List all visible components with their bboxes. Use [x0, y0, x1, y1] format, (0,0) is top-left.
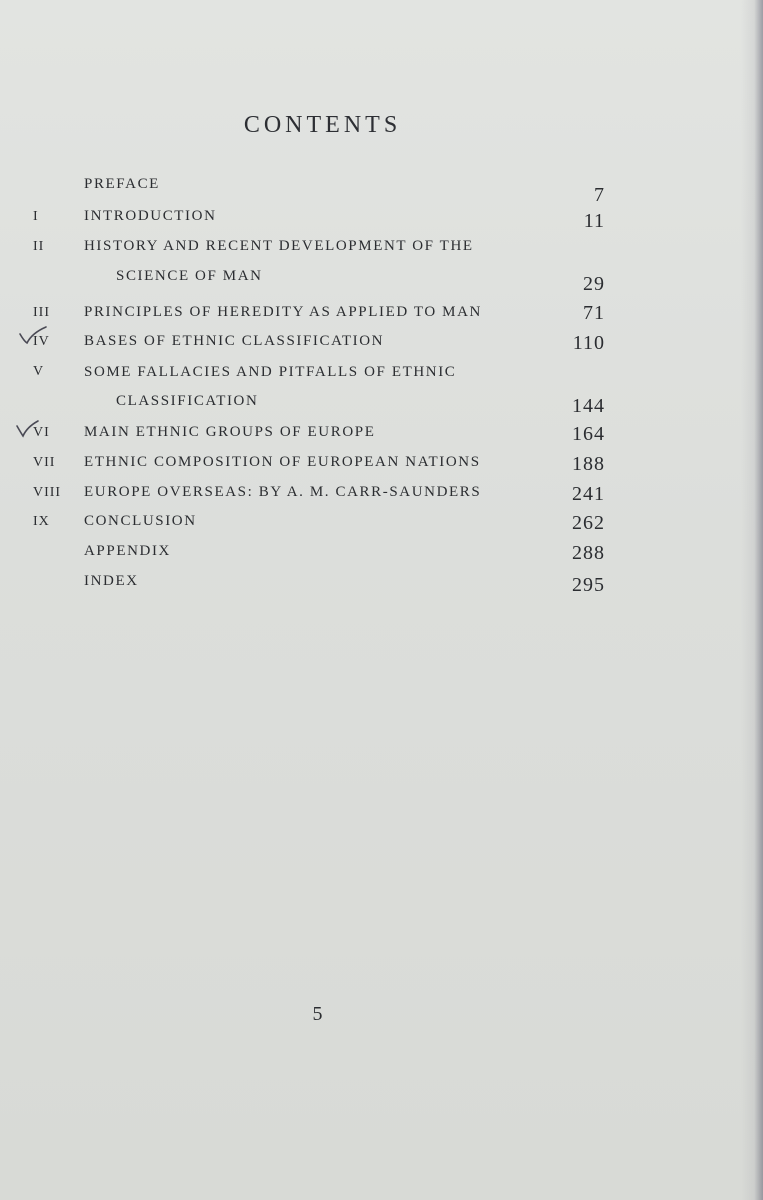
toc-entry-title: INDEX [84, 573, 139, 589]
toc-page-number: 241 [572, 483, 605, 505]
toc-entry-title: CONCLUSION [84, 513, 197, 529]
toc-page-number: 164 [572, 423, 605, 445]
toc-entry-title: EUROPE OVERSEAS: BY A. M. CARR-SAUNDERS [84, 484, 482, 500]
pencil-check-mark-icon [18, 325, 48, 345]
toc-chapter-number: I [33, 209, 39, 224]
toc-entry-title: HISTORY AND RECENT DEVELOPMENT OF THE [84, 238, 474, 254]
toc-entry-title: PRINCIPLES OF HEREDITY AS APPLIED TO MAN [84, 304, 482, 320]
pencil-check-mark-icon [14, 418, 44, 438]
toc-page-number: 29 [583, 273, 605, 295]
toc-page-number: 144 [572, 395, 605, 417]
toc-chapter-number: II [33, 239, 45, 254]
toc-entry-title: ETHNIC COMPOSITION OF EUROPEAN NATIONS [84, 454, 481, 470]
toc-entry-title: APPENDIX [84, 543, 171, 559]
toc-entry-title: MAIN ETHNIC GROUPS OF EUROPE [84, 424, 376, 440]
toc-entry-title: PREFACE [84, 176, 160, 192]
toc-page-number: 262 [572, 512, 605, 534]
page-folio-number: 5 [312, 1003, 323, 1025]
toc-chapter-number: VI [33, 425, 50, 440]
toc-page-number: 295 [572, 574, 605, 596]
toc-entry-title: SOME FALLACIES AND PITFALLS OF ETHNIC [84, 364, 457, 380]
toc-page-number: 71 [583, 302, 605, 324]
toc-chapter-number: III [33, 305, 50, 320]
toc-page-number: 288 [572, 542, 605, 564]
toc-entry-title: BASES OF ETHNIC CLASSIFICATION [84, 333, 385, 349]
toc-chapter-number: VII [33, 455, 56, 470]
toc-page-number: 188 [572, 453, 605, 475]
toc-page-number: 110 [572, 332, 605, 354]
toc-chapter-number: IV [33, 334, 50, 349]
toc-page-number: 7 [594, 184, 605, 206]
contents-title: CONTENTS [243, 112, 402, 138]
toc-chapter-number: V [33, 364, 45, 379]
toc-page-number: 11 [583, 210, 605, 232]
toc-entry-title-continued: SCIENCE OF MAN [116, 268, 263, 284]
toc-entry-title: INTRODUCTION [84, 208, 217, 224]
toc-entry-title-continued: CLASSIFICATION [116, 393, 259, 409]
toc-chapter-number: VIII [33, 485, 62, 500]
page-edge-shadow [741, 0, 763, 1200]
toc-chapter-number: IX [33, 514, 50, 529]
